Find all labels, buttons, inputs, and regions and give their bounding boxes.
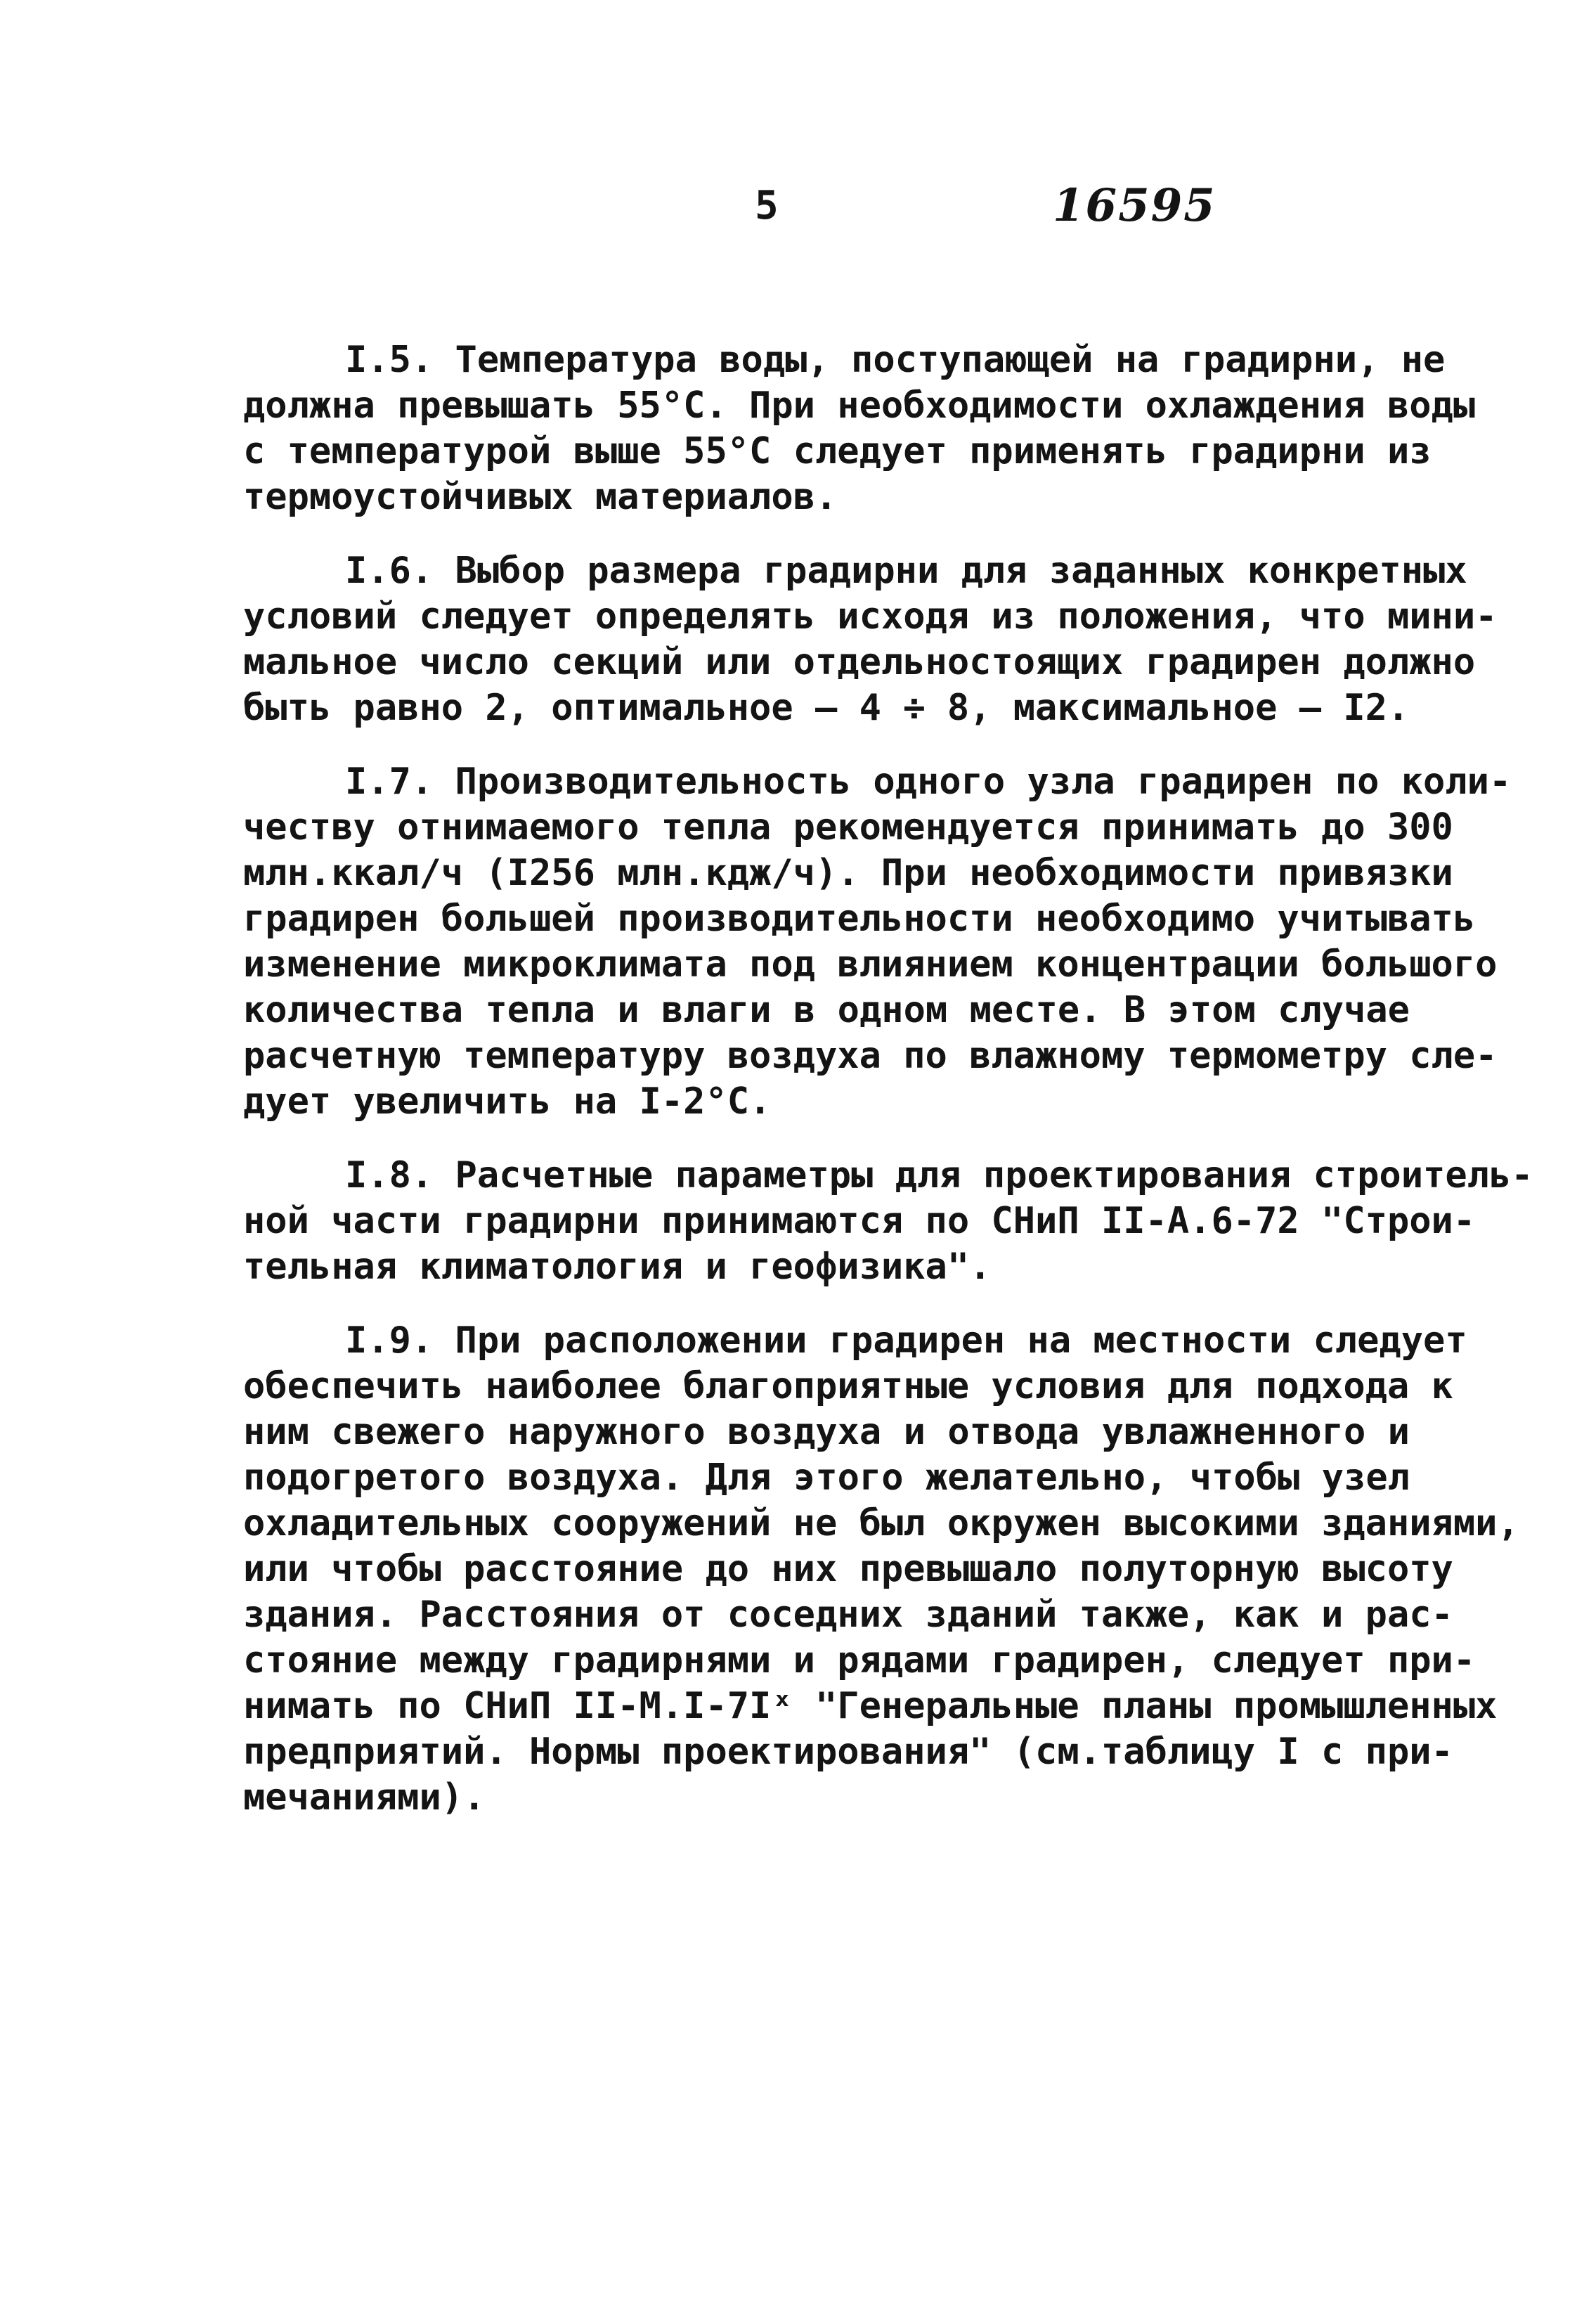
paragraph-1-7 [243,759,1512,1125]
text-line: охладительных сооружений не был окружен высокими зданиями, [243,1502,1519,1544]
text-line: честву отнимаемого тепла рекомендуется принимать до 300 [243,806,1453,848]
text-line: с температурой выше 55°С следует применять градирни из [243,430,1432,472]
paragraph-1-6 [243,548,1498,731]
page-number: 5 [755,183,779,228]
text-line: I.9. При расположении градирен на местности следует [345,1319,1467,1362]
text-line: количества тепла и влаги в одном месте. В этом случае [243,989,1410,1031]
text-line: ним свежего наружного воздуха и отвода увлажненного и [243,1411,1410,1453]
text-line: изменение микроклимата под влиянием концентрации большого [243,943,1498,986]
text-line: I.6. Выбор размера градирни для заданных конкретных [345,550,1467,592]
text-line: предприятий. Нормы проектирования" (см.таблицу I с при- [243,1731,1453,1773]
text-line: ной части градирни принимаются по СНиП II-А.6-72 "Строи- [243,1200,1476,1242]
paragraph-1-9 [243,1318,1519,1821]
text-line: условий следует определять исходя из положения, что мини- [243,595,1498,638]
text-line: градирен большей производительности необходимо учитывать [243,898,1476,940]
text-line: млн.ккал/ч (I256 млн.кдж/ч). При необходимости привязки [243,852,1453,894]
text-line: мечаниями). [243,1776,486,1819]
paragraph-1-5 [243,337,1476,520]
text-line: I.5. Температура воды, поступающей на градирни, не [345,339,1446,381]
text-line: расчетную температуру воздуха по влажному термометру сле- [243,1035,1498,1077]
text-line: нимать по СНиП II-М.I-7Iˣ "Генеральные планы промышленных [243,1685,1498,1727]
text-line: термоустойчивых материалов. [243,476,838,518]
text-line: I.8. Расчетные параметры для проектирования строитель- [345,1154,1533,1196]
text-line: обеспечить наиболее благоприятные условия для подхода к [243,1365,1453,1407]
text-line: быть равно 2, оптимальное – 4 ÷ 8, максимальное – I2. [243,687,1410,729]
document-code: 16595 [1053,179,1216,232]
page-header [0,181,1577,245]
text-line: должна превышать 55°С. При необходимости охлаждения воды [243,385,1476,427]
text-line: I.7. Производительность одного узла градирен по коли- [345,761,1512,803]
text-line: подогретого воздуха. Для этого желательно, чтобы узел [243,1457,1410,1499]
text-line: здания. Расстояния от соседних зданий также, как и рас- [243,1594,1453,1636]
text-line: мальное число секций или отдельностоящих градирен должно [243,641,1476,683]
document-body [243,337,1533,1849]
text-line: стояние между градирнями и рядами градирен, следует при- [243,1639,1476,1681]
text-line: тельная климатология и геофизика". [243,1246,992,1288]
text-line: дует увеличить на I-2°С. [243,1080,772,1123]
text-line: или чтобы расстояние до них превышало полуторную высоту [243,1548,1453,1590]
paragraph-1-8 [243,1153,1533,1290]
